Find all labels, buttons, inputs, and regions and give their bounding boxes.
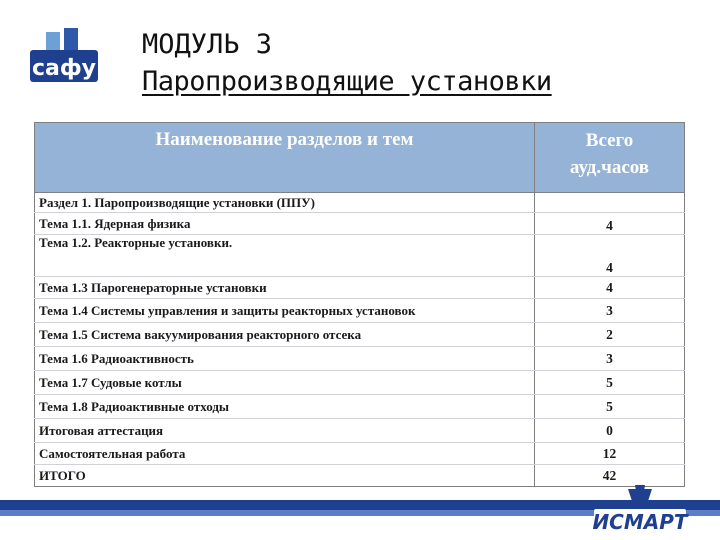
row-topic-name: Тема 1.4 Системы управления и защиты реакторных установок bbox=[35, 299, 535, 323]
safu-logo bbox=[30, 28, 98, 82]
row-hours: 12 bbox=[535, 443, 685, 465]
table-row bbox=[35, 235, 685, 277]
ismart-logo-text: ИСМАРТ bbox=[592, 510, 688, 534]
row-hours: 4 bbox=[535, 277, 685, 299]
row-hours: 2 bbox=[535, 323, 685, 347]
module-label: МОДУЛЬ 3 bbox=[142, 29, 273, 60]
column-header-hours-line1: Всего bbox=[585, 130, 634, 151]
table-row bbox=[35, 193, 685, 213]
module-title: Паропроизводящие установки bbox=[142, 66, 552, 97]
table-row bbox=[35, 371, 685, 395]
row-topic-name: Тема 1.2. Реакторные установки. bbox=[35, 235, 535, 277]
row-topic-name: Раздел 1. Паропроизводящие установки (ППУ) bbox=[35, 193, 535, 213]
row-topic-name: Тема 1.6 Радиоактивность bbox=[35, 347, 535, 371]
row-topic-name: Тема 1.8 Радиоактивные отходы bbox=[35, 395, 535, 419]
row-hours: 4 bbox=[535, 235, 685, 277]
row-hours: 5 bbox=[535, 395, 685, 419]
table-row bbox=[35, 277, 685, 299]
row-topic-name: ИТОГО bbox=[35, 465, 535, 487]
row-hours: 4 bbox=[535, 213, 685, 235]
table-row bbox=[35, 299, 685, 323]
column-header-name: Наименование разделов и тем bbox=[35, 123, 535, 193]
table-row bbox=[35, 443, 685, 465]
row-topic-name: Тема 1.1. Ядерная физика bbox=[35, 213, 535, 235]
row-topic-name: Самостоятельная работа bbox=[35, 443, 535, 465]
row-hours: 3 bbox=[535, 299, 685, 323]
row-hours: 42 bbox=[535, 465, 685, 487]
row-topic-name: Тема 1.3 Парогенераторные установки bbox=[35, 277, 535, 299]
table-body bbox=[35, 193, 685, 487]
table-row bbox=[35, 323, 685, 347]
table-row bbox=[35, 213, 685, 235]
row-hours bbox=[535, 193, 685, 213]
table-row bbox=[35, 419, 685, 443]
row-hours: 5 bbox=[535, 371, 685, 395]
curriculum-table bbox=[34, 122, 685, 487]
ismart-logo bbox=[590, 483, 690, 537]
column-header-hours bbox=[535, 123, 685, 193]
row-hours: 0 bbox=[535, 419, 685, 443]
table-row bbox=[35, 395, 685, 419]
safu-logo-text: сафу bbox=[31, 56, 97, 81]
column-header-hours-line2: ауд.часов bbox=[569, 157, 650, 178]
row-topic-name: Итоговая аттестация bbox=[35, 419, 535, 443]
row-topic-name: Тема 1.5 Система вакуумирования реакторного отсека bbox=[35, 323, 535, 347]
table-row bbox=[35, 347, 685, 371]
row-topic-name: Тема 1.7 Судовые котлы bbox=[35, 371, 535, 395]
row-hours: 3 bbox=[535, 347, 685, 371]
slide-title bbox=[142, 28, 552, 102]
table-row bbox=[35, 465, 685, 487]
